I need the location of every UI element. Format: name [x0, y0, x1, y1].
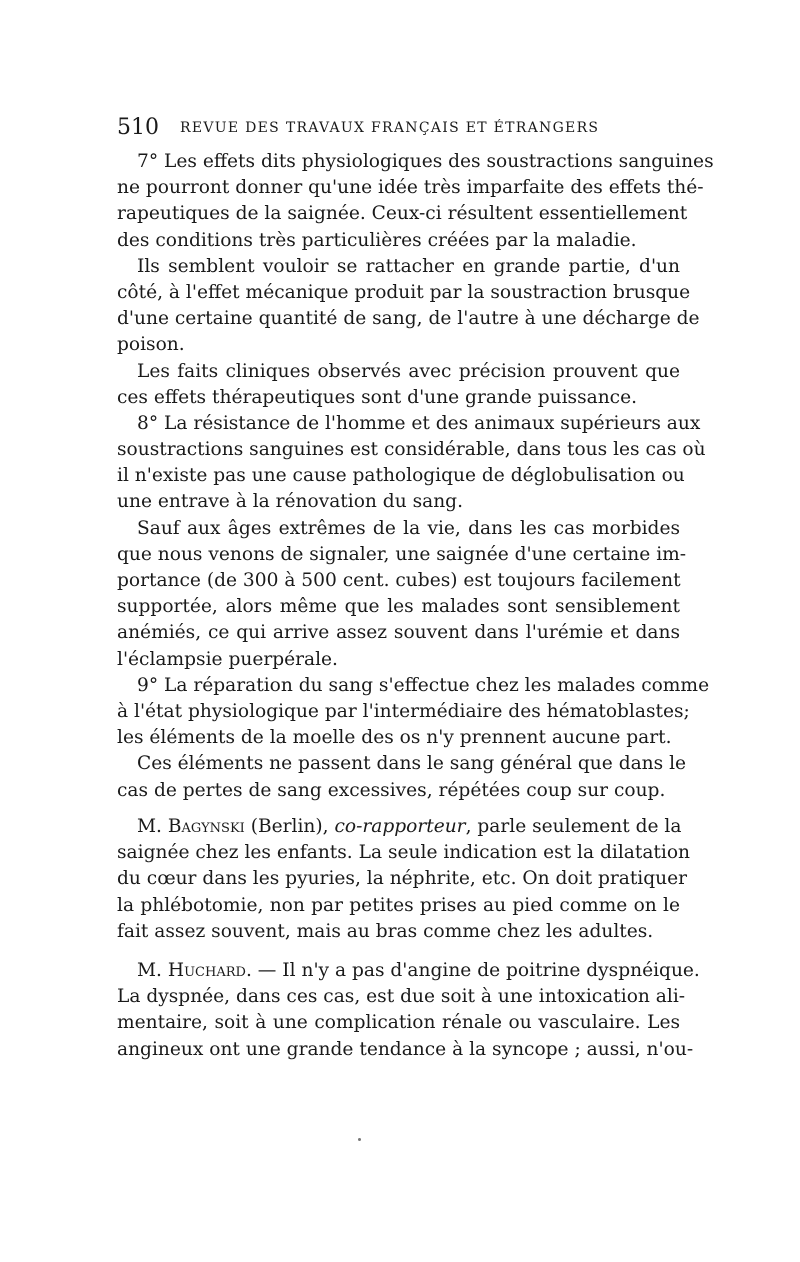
line-rest: , parle seulement de la — [465, 816, 682, 837]
text-line: cas de pertes de sang excessives, répétées coup sur coup. — [117, 779, 666, 801]
text-line: que nous venons de signaler, une saignée d'une certaine im- — [117, 543, 687, 565]
text-line: Les faits cliniques observés avec précision prouvent que — [137, 360, 680, 382]
line-rest: . — Il n'y a pas d'angine de poitrine dyspnéique. — [245, 960, 700, 981]
text-line — [117, 958, 700, 984]
text-line: soustractions sanguines est considérable, dans tous les cas où — [117, 439, 706, 461]
text-line: ces effets thérapeutiques sont d'une grande puissance. — [117, 386, 638, 408]
text-line: Sauf aux âges extrêmes de la vie, dans les cas morbides — [137, 517, 680, 539]
text-line: anémiés, ce qui arrive assez souvent dans l'urémie et dans — [117, 622, 680, 644]
page-header — [117, 113, 637, 143]
text-line: ne pourront donner qu'une idée très imparfaite des effets thé- — [117, 177, 704, 199]
speaker-role: co-rapporteur — [334, 816, 466, 837]
page-number: 510 — [117, 115, 159, 140]
text-line: La dyspnée, dans ces cas, est due soit à une intoxication ali- — [117, 986, 686, 1008]
text-line: supportée, alors même que les malades sont sensiblement — [117, 596, 680, 618]
speaker-place: (Berlin), — [244, 816, 335, 837]
ink-speck — [358, 1138, 361, 1141]
text-line: saignée chez les enfants. La seule indication est la dilatation — [117, 842, 691, 864]
text-line: les éléments de la moelle des os n'y prennent aucune part. — [117, 727, 672, 749]
speaker-name: Huchard — [167, 960, 246, 981]
text-line: Ces éléments ne passent dans le sang général que dans le — [137, 753, 687, 775]
text-line: l'éclampsie puerpérale. — [117, 648, 338, 670]
speaker-name: Bagynski — [167, 816, 245, 837]
text-line: il n'existe pas une cause pathologique de déglobulisation ou — [117, 465, 685, 487]
text-line: poison. — [117, 334, 185, 356]
text-line: rapeutiques de la saignée. Ceux-ci résultent essentiellement — [117, 203, 688, 225]
text-line: fait assez souvent, mais au bras comme chez les adultes. — [117, 920, 654, 942]
speaker-prefix: M. — [137, 816, 168, 837]
text-line: 9° La réparation du sang s'effectue chez les malades comme — [137, 674, 710, 696]
text-line: Ils semblent vouloir se rattacher en grande partie, d'un — [137, 255, 680, 277]
text-line: la phlébotomie, non par petites prises au pied comme on le — [117, 894, 680, 916]
text-line — [117, 814, 680, 840]
text-line: portance (de 300 à 500 cent. cubes) est toujours facilement — [117, 570, 681, 591]
text-line: mentaire, soit à une complication rénale ou vasculaire. Les — [117, 1012, 680, 1034]
text-line: angineux ont une grande tendance à la syncope ; aussi, n'ou- — [117, 1038, 694, 1060]
text-line: du cœur dans les pyuries, la néphrite, etc. On doit pratiquer — [117, 868, 688, 890]
text-line: 7° Les effets dits physiologiques des soustractions sanguines — [137, 151, 714, 172]
text-line: une entrave à la rénovation du sang. — [117, 491, 463, 513]
conclusions-section — [117, 149, 714, 804]
text-line: d'une certaine quantité de sang, de l'autre à une décharge de — [117, 308, 700, 330]
bagynski-paragraph — [117, 814, 691, 945]
running-title: REVUE DES TRAVAUX FRANÇAIS ET ÉTRANGERS — [180, 120, 600, 136]
text-line: des conditions très particulières créées par la maladie. — [117, 229, 637, 251]
text-line: 8° La résistance de l'homme et des animaux supérieurs aux — [137, 412, 701, 434]
huchard-paragraph — [117, 958, 700, 1063]
text-line: à l'état physiologique par l'intermédiaire des hématoblastes; — [117, 700, 690, 722]
speaker-prefix: M. — [137, 960, 168, 981]
text-line: côté, à l'effet mécanique produit par la soustraction brusque — [117, 281, 691, 303]
